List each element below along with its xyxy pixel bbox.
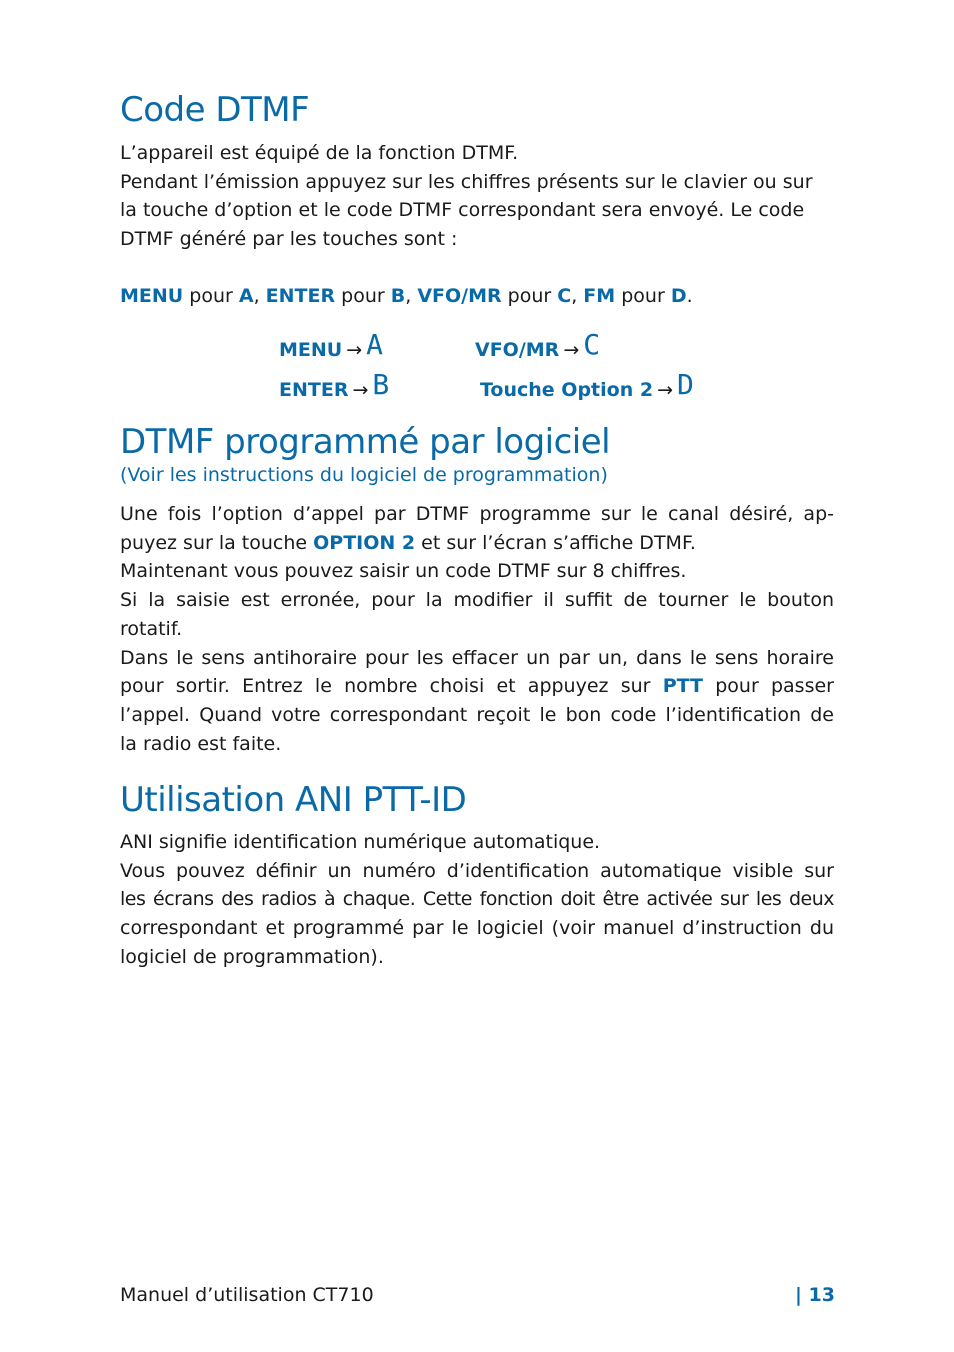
intro-paragraph xyxy=(120,139,834,254)
para-text: pour passer xyxy=(703,675,834,698)
mapping-key: MENU xyxy=(279,339,343,361)
lcd-glyph-a: A xyxy=(366,328,383,361)
intro-line: Pendant l’émission appuyez sur les chiffres présents sur le clavier ou sur xyxy=(120,170,813,193)
para-text: puyez sur la touche xyxy=(120,531,314,554)
ani-paragraph xyxy=(120,828,834,972)
para-line: Vous pouvez définir un numéro d’identification automatique visible sur xyxy=(120,859,834,882)
dtmf-software-paragraph xyxy=(120,500,834,758)
key-summary xyxy=(120,282,834,311)
lcd-glyph-b: B xyxy=(372,368,390,401)
summary-text: , xyxy=(253,285,266,307)
para-line: Une fois l’option d’appel par DTMF programme sur le canal désiré, ap- xyxy=(120,503,834,525)
value-a: A xyxy=(238,285,254,307)
key-menu: MENU xyxy=(120,285,184,307)
para-line: Si la saisie est erronée, pour la modifier il suffit de tourner le bouton xyxy=(120,589,834,612)
value-d: D xyxy=(670,285,687,307)
summary-text: pour xyxy=(615,285,671,307)
section-title-code-dtmf: Code DTMF xyxy=(120,90,310,130)
section-title-ani-ptt-id: Utilisation ANI PTT-ID xyxy=(120,780,467,820)
lcd-glyph-d: D xyxy=(677,368,694,401)
footer-manual-title: Manuel d’utilisation CT710 xyxy=(120,1284,374,1306)
value-b: B xyxy=(390,285,406,307)
summary-text: pour xyxy=(335,285,391,307)
mapping-key: Touche Option 2 xyxy=(480,379,654,401)
para-text: pour sortir. Entrez le nombre choisi et appuyez sur xyxy=(120,675,663,698)
summary-text: pour xyxy=(183,285,239,307)
para-text: et sur l’écran s’affiche DTMF. xyxy=(415,531,696,554)
mapping-menu xyxy=(279,328,383,361)
para-line: correspondant et programmé par le logiciel (voir manuel d’instruction du xyxy=(120,917,834,940)
summary-text: , xyxy=(405,285,418,307)
section-subtitle: (Voir les instructions du logiciel de programmation) xyxy=(120,464,608,486)
arrow-icon: → xyxy=(657,379,673,401)
intro-line: la touche d’option et le code DTMF correspondant sera envoyé. Le code xyxy=(120,199,805,222)
arrow-icon: → xyxy=(563,339,580,361)
value-c: C xyxy=(557,285,572,307)
intro-line: DTMF généré par les touches sont : xyxy=(120,228,458,251)
key-ptt: PTT xyxy=(662,675,703,698)
para-line: Maintenant vous pouvez saisir un code DTMF sur 8 chiffres. xyxy=(120,560,687,583)
para-line: la radio est faite. xyxy=(120,732,282,755)
mapping-enter xyxy=(279,368,389,401)
lcd-glyph-c: C xyxy=(583,328,601,361)
key-fm: FM xyxy=(583,285,616,307)
mapping-key: ENTER xyxy=(279,379,349,401)
para-line xyxy=(120,672,834,701)
mapping-key: VFO/MR xyxy=(475,339,560,361)
mapping-vfo-mr xyxy=(475,328,600,361)
para-line: les écrans des radios à chaque. Cette fonction doit être activée sur les deux xyxy=(120,888,834,911)
key-vfo-mr: VFO/MR xyxy=(417,285,502,307)
key-option-2: OPTION 2 xyxy=(313,531,416,554)
mapping-option-2 xyxy=(480,368,694,401)
para-line: l’appel. Quand votre correspondant reçoit le bon code l’identification de xyxy=(120,703,834,726)
para-line: ANI signifie identification numérique automatique. xyxy=(120,831,601,853)
arrow-icon: → xyxy=(352,379,369,401)
footer-page-number: | 13 xyxy=(795,1284,835,1306)
para-line: rotatif. xyxy=(120,617,183,640)
summary-text: , xyxy=(571,285,584,307)
key-enter: ENTER xyxy=(265,285,336,307)
arrow-icon: → xyxy=(346,339,363,361)
para-line: logiciel de programmation). xyxy=(120,945,384,968)
section-title-dtmf-software: DTMF programmé par logiciel xyxy=(120,422,611,462)
summary-text: . xyxy=(686,285,693,307)
intro-line: L’appareil est équipé de la fonction DTMF. xyxy=(120,142,519,164)
para-line: Dans le sens antihoraire pour les effacer un par un, dans le sens horaire xyxy=(120,646,834,669)
summary-text: pour xyxy=(501,285,558,307)
para-line xyxy=(120,529,834,558)
